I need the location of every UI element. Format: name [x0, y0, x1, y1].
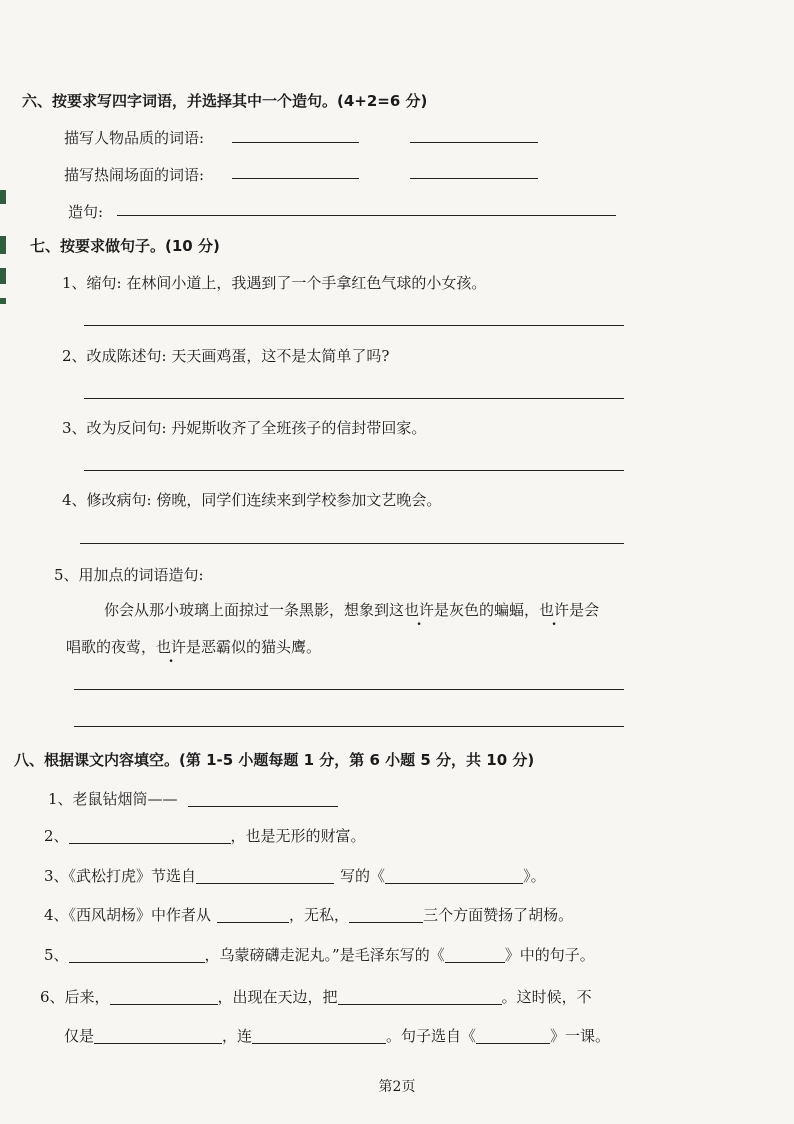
s8-q6-lesson-blank[interactable]	[476, 1027, 550, 1044]
q5-text: ，乌蒙磅礴走泥丸。”是毛泽东写的《	[204, 946, 445, 964]
q1-text: 1、老鼠钻烟筒——	[48, 790, 178, 808]
passage-text: 唱歌的夜莺，	[66, 638, 157, 656]
binding-edge-mark	[0, 236, 6, 254]
s8-q1-blank[interactable]	[188, 790, 338, 807]
s7-item-4-answer-line[interactable]	[80, 543, 624, 544]
dotted-word: 也许	[539, 601, 570, 619]
binding-edge-mark	[0, 268, 6, 284]
binding-edge-mark	[0, 190, 6, 204]
s6-q1-label: 描写人物品质的词语:	[64, 129, 205, 147]
s8-q6-blank-3[interactable]	[94, 1027, 222, 1044]
q4-text: 三个方面赞扬了胡杨。	[423, 906, 574, 924]
s7-item-5-answer-line-2[interactable]	[74, 726, 624, 727]
s7-item-3-answer-line[interactable]	[84, 470, 624, 471]
s7-item-3: 3、改为反问句: 丹妮斯收齐了全班孩子的信封带回家。	[62, 419, 427, 437]
passage-text: 是灰色的蝙蝠，	[434, 601, 540, 619]
dotted-word: 也许	[156, 638, 187, 656]
passage-text: 是恶霸似的猫头鹰。	[186, 638, 322, 656]
q3-text: 写的《	[340, 867, 386, 885]
q6-text: ，出现在天边，把	[217, 988, 338, 1006]
q2-text: ，也是无形的财富。	[230, 827, 366, 845]
s6-q1-blank-1[interactable]	[232, 142, 359, 143]
s8-q6-blank-2[interactable]	[338, 988, 502, 1005]
q6-text: 6、后来，	[40, 988, 110, 1006]
page-number: 第2页	[378, 1079, 416, 1095]
s6-q1-blank-2[interactable]	[410, 142, 538, 143]
s7-item-2: 2、改成陈述句: 天天画鸡蛋，这不是太简单了吗?	[62, 347, 390, 365]
s8-q1	[48, 789, 338, 809]
q3-text: 3、《武松打虎》节选自	[44, 867, 197, 885]
binding-edge-mark	[0, 298, 6, 304]
s8-q6-blank-4[interactable]	[252, 1027, 386, 1044]
dotted-word: 也许	[404, 601, 435, 619]
q3-text: 》。	[523, 867, 546, 885]
q4-text: ，无私，	[289, 906, 350, 924]
section-8-title: 八、根据课文内容填空。(第 1-5 小题每题 1 分，第 6 小题 5 分，共 10 分)	[14, 751, 535, 769]
q5-text: 》中的句子。	[504, 946, 595, 964]
s8-q5-poem-blank[interactable]	[445, 946, 505, 963]
s8-q5	[44, 945, 595, 965]
s8-q6-blank-1[interactable]	[110, 988, 218, 1005]
s8-q2	[44, 826, 366, 846]
s6-q2-blank-1[interactable]	[232, 178, 359, 179]
s8-q6-line-2	[64, 1026, 610, 1046]
s7-item-4: 4、修改病句: 傍晚，同学们连续来到学校参加文艺晚会。	[62, 491, 442, 509]
section-7-title: 七、按要求做句子。(10 分)	[30, 237, 220, 255]
q6-text: 仅是	[64, 1027, 95, 1045]
q6-text: ，连	[222, 1027, 253, 1045]
passage-text: 是会	[569, 601, 600, 619]
s7-item-1-answer-line[interactable]	[84, 325, 624, 326]
s8-q4-blank-2[interactable]	[349, 906, 423, 923]
q5-number: 5、	[44, 946, 69, 964]
s6-q2-label: 描写热闹场面的词语:	[64, 166, 205, 184]
s7-passage-line-2	[66, 637, 321, 657]
s6-q3-label: 造句:	[68, 203, 104, 221]
s8-q3	[44, 866, 546, 886]
s8-q3-author-blank[interactable]	[196, 867, 334, 884]
s7-item-1: 1、缩句: 在林间小道上，我遇到了一个手拿红色气球的小女孩。	[62, 274, 487, 292]
s7-item-2-answer-line[interactable]	[84, 398, 624, 399]
s8-q4	[44, 905, 573, 925]
passage-text: 你会从那小玻璃上面掠过一条黑影，想象到这	[104, 601, 405, 619]
q6-text: 》一课。	[550, 1027, 611, 1045]
s6-sentence-blank[interactable]	[117, 215, 616, 216]
s8-q2-blank[interactable]	[69, 827, 231, 844]
section-6-title: 六、按要求写四字词语，并选择其中一个造句。(4+2=6 分)	[22, 92, 428, 110]
s8-q5-blank-1[interactable]	[69, 946, 205, 963]
s7-item-5: 5、用加点的词语造句:	[54, 566, 204, 584]
q6-text: 。这时候，不	[501, 988, 592, 1006]
s6-q2-blank-2[interactable]	[410, 178, 538, 179]
s8-q4-blank-1[interactable]	[217, 906, 289, 923]
s7-item-5-answer-line-1[interactable]	[74, 689, 624, 690]
s8-q3-book-blank[interactable]	[385, 867, 523, 884]
s7-passage-line-1	[104, 600, 599, 620]
q2-number: 2、	[44, 827, 69, 845]
q4-text: 4、《西风胡杨》中作者从	[44, 906, 212, 924]
q6-text: 。句子选自《	[386, 1027, 477, 1045]
s8-q6-line-1	[40, 987, 592, 1007]
